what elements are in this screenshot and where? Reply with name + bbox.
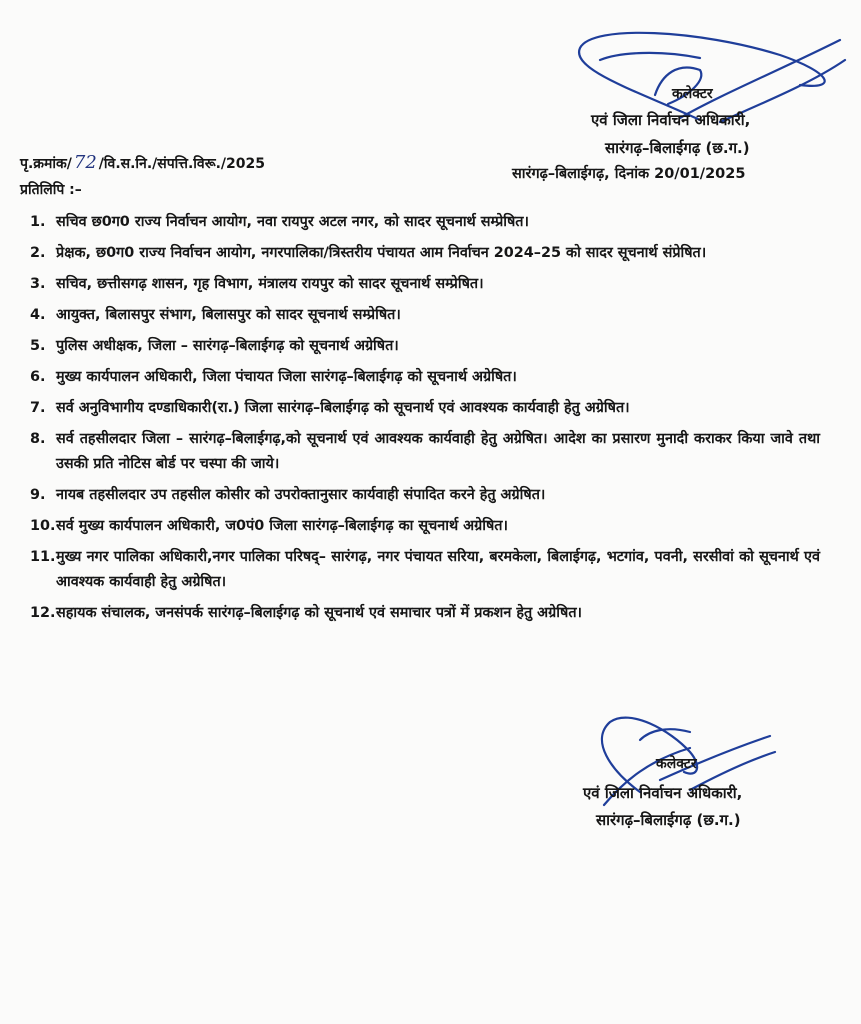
reference-handwritten-number: 72	[73, 152, 97, 173]
list-item-number: 12.	[30, 605, 56, 621]
signatory-location-bottom: सारंगढ़–बिलाईगढ़ (छ.ग.)	[596, 811, 741, 829]
list-item	[30, 334, 820, 359]
list-item-number: 6.	[30, 369, 46, 385]
reference-suffix: /वि.स.नि./संपत्ति.विरू./2025	[98, 156, 265, 172]
signatory-location-top: सारंगढ़–बिलाईगढ़ (छ.ग.)	[605, 139, 750, 157]
list-item	[30, 210, 820, 235]
distribution-list	[30, 210, 820, 632]
list-item	[30, 272, 820, 297]
list-item-text: सचिव छ0ग0 राज्य निर्वाचन आयोग, नवा रायपुर अटल नगर, को सादर सूचनार्थ सम्प्रेषित।	[56, 214, 529, 230]
list-item-number: 1.	[30, 214, 46, 230]
reference-prefix: पृ.क्रमांक/	[20, 156, 72, 172]
list-item	[30, 365, 820, 390]
list-item-text: प्रेक्षक, छ0ग0 राज्य निर्वाचन आयोग, नगरपालिका/त्रिस्तरीय पंचायत आम निर्वाचन 2024–25 को सादर सूचनार्थ संप्रेषित।	[56, 245, 707, 261]
signatory-designation-bottom: कलेक्टर	[656, 756, 697, 772]
list-item-number: 2.	[30, 245, 46, 261]
list-item	[30, 241, 820, 266]
list-item	[30, 514, 820, 539]
list-item-text: मुख्य नगर पालिका अधिकारी,नगर पालिका परिषद्– सारंगढ़, नगर पंचायत सरिया, बरमकेला, बिलाईगढ़, भटगांव, पवनी, सरसीवां को सूचनार्थ एवं आवश्यक कार्यवाही हेतु अग्रेषित।	[56, 549, 820, 590]
list-item	[30, 396, 820, 421]
list-item	[30, 483, 820, 508]
list-item-number: 9.	[30, 487, 46, 503]
list-item-number: 10.	[30, 518, 56, 534]
signatory-office-top: एवं जिला निर्वाचन अधिकारी,	[591, 111, 751, 129]
list-item-text: सर्व मुख्य कार्यपालन अधिकारी, ज0पं0 जिला सारंगढ़–बिलाईगढ़ का सूचनार्थ अग्रेषित।	[56, 518, 508, 534]
list-item-text: सहायक संचालक, जनसंपर्क सारंगढ़–बिलाईगढ़ को सूचनार्थ एवं समाचार पत्रों में प्रकशन हेतु अग्रेषित।	[56, 605, 582, 621]
list-item	[30, 601, 820, 626]
list-item-number: 5.	[30, 338, 46, 354]
list-item-number: 8.	[30, 431, 46, 447]
list-item-text: पुलिस अधीक्षक, जिला – सारंगढ़–बिलाईगढ़ को सूचनार्थ अग्रेषित।	[56, 338, 399, 354]
list-item-text: सर्व अनुविभागीय दण्डाधिकारी(रा.) जिला सारंगढ़–बिलाईगढ़ को सूचनार्थ एवं आवश्यक कार्यवाही हेतु अग्रेषित।	[56, 400, 630, 416]
signatory-office-bottom: एवं जिला निर्वाचन अधिकारी,	[583, 784, 743, 802]
list-item-text: सर्व तहसीलदार जिला – सारंगढ़–बिलाईगढ़,को सूचनार्थ एवं आवश्यक कार्यवाही हेतु अग्रेषित। आदेश का प्रसारण मुनादी कराकर किया जावे तथा उसकी प्रति नोटिस बोर्ड पर चस्पा की जाये।	[56, 431, 820, 472]
copy-to-label: प्रतिलिपि :–	[20, 182, 82, 198]
list-item-number: 3.	[30, 276, 46, 292]
list-item-text: सचिव, छत्तीसगढ़ शासन, गृह विभाग, मंत्रालय रायपुर को सादर सूचनार्थ सम्प्रेषित।	[56, 276, 484, 292]
signatory-designation-top: कलेक्टर	[672, 86, 713, 102]
list-item-text: मुख्य कार्यपालन अधिकारी, जिला पंचायत जिला सारंगढ़–बिलाईगढ़ को सूचनार्थ अग्रेषित।	[56, 369, 517, 385]
reference-number	[20, 152, 265, 173]
list-item-number: 11.	[30, 549, 56, 565]
signature-block-bottom	[0, 700, 861, 840]
place-and-date: सारंगढ़–बिलाईगढ़, दिनांक 20/01/2025	[512, 166, 746, 182]
list-item-text: आयुक्त, बिलासपुर संभाग, बिलासपुर को सादर सूचनार्थ सम्प्रेषित।	[56, 307, 401, 323]
list-item	[30, 303, 820, 328]
list-item-text: नायब तहसीलदार उप तहसील कोसीर को उपरोक्तानुसार कार्यवाही संपादित करने हेतु अग्रेषित।	[56, 487, 546, 503]
list-item	[30, 427, 820, 477]
list-item-number: 4.	[30, 307, 46, 323]
list-item	[30, 545, 820, 595]
list-item-number: 7.	[30, 400, 46, 416]
